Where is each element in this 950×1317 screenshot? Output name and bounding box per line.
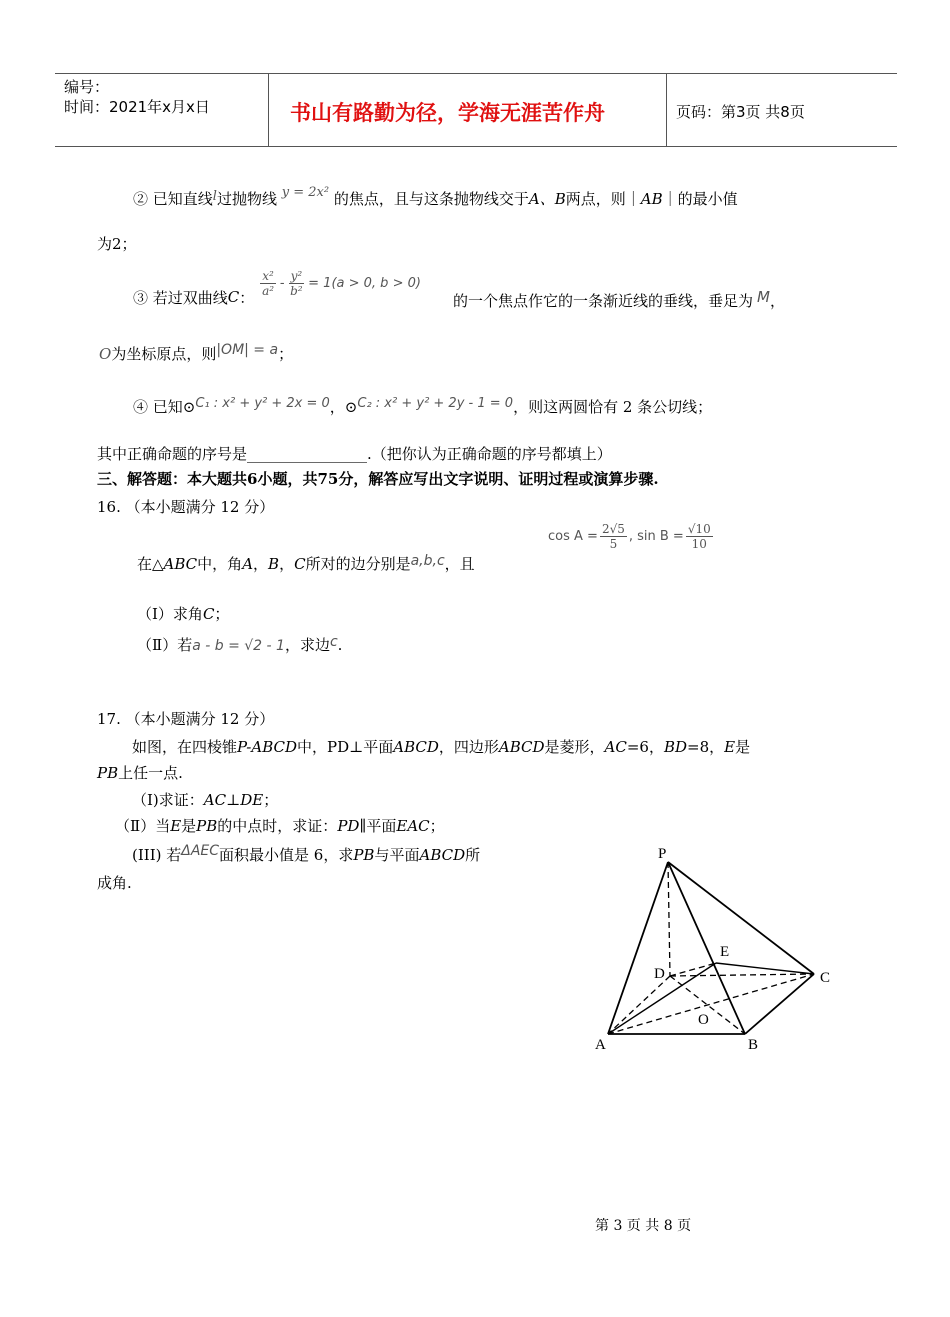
q16-part-2: [137, 634, 342, 655]
item-4-line: [133, 396, 712, 417]
q16-stem-A: A: [242, 555, 254, 573]
item-3-O: O: [99, 345, 112, 363]
q16-stem-C: C: [294, 555, 306, 573]
q17-head: 17. （本小题满分 12 分）: [97, 710, 275, 728]
hyperbola-frac-1: [260, 269, 276, 298]
item-3-text-b: C: [227, 288, 240, 306]
q16-part2-formula: a - b = √2 - 1: [192, 638, 285, 654]
q17-stem-c: ，四边形: [438, 738, 499, 756]
q16-given-formula: [548, 522, 713, 551]
q16-cos-label: cos A =: [548, 529, 598, 544]
q16-cos-frac: [600, 522, 627, 551]
q17-stem-f: =8，: [687, 738, 725, 756]
q17-stem-pabcd: P-ABCD: [237, 738, 297, 756]
frac1-num: x²: [262, 268, 274, 283]
item-2-l: l: [212, 189, 217, 204]
section-3-title: 三、解答题：本大题共6小题，共75分，解答应写出文字说明、证明过程或演算步骤.: [97, 470, 659, 488]
q16-part1-a: （Ⅰ）求角: [137, 605, 203, 623]
item-4-text-a: ④ 已知⊙: [133, 398, 196, 416]
q17-part1-a: （Ⅰ)求证：: [132, 791, 204, 809]
item-2-text-b: 过抛物线: [216, 190, 277, 208]
item-2-text-f: AB: [640, 190, 663, 208]
item-4-circle-1: C₁ : x² + y² + 2x = 0: [195, 396, 330, 411]
q16-cos-num: 2√5: [601, 522, 625, 536]
q16-part1-c: ；: [214, 605, 230, 623]
q16-sin-frac: [686, 522, 713, 551]
q17-part2-e: ；: [429, 817, 445, 835]
header-page-code: 页码：第3页 共8页: [676, 103, 805, 121]
q17-stem-g: 是: [735, 738, 751, 756]
q17-stem-a: 如图，在四棱锥: [132, 738, 238, 756]
q17-part3-tri: ΔAEC: [181, 843, 220, 859]
q17-part3-d: 所: [465, 846, 481, 864]
item-4-circle-2: C₂ : x² + y² + 2y - 1 = 0: [357, 396, 514, 411]
q16-part2-a: （Ⅱ）若: [137, 636, 193, 654]
frac1-den: a²: [262, 283, 275, 298]
item-4-text-b: ，⊙: [329, 398, 358, 416]
q16-head: 16. （本小题满分 12 分）: [97, 498, 275, 516]
edge-PB: [668, 862, 745, 1034]
item-2-line2: 为2；: [97, 235, 137, 253]
q17-stem-bd: BD: [663, 738, 688, 756]
edge-DC: [670, 974, 814, 976]
q16-stem-b: 中，角: [197, 555, 243, 573]
label-C: C: [820, 970, 831, 986]
footer-page-number: 第 3 页 共 8 页: [595, 1218, 692, 1234]
label-D: D: [654, 966, 665, 982]
edge-AC: [608, 974, 814, 1034]
q17-part1-e: ；: [263, 791, 279, 809]
q17-stem-pb: PB: [97, 764, 119, 782]
header-top-rule: [55, 73, 897, 74]
q16-stem-e: ，且: [444, 555, 475, 573]
hyperbola-eq: = 1(a > 0, b > 0): [308, 275, 421, 291]
header-number-label: 编号：: [64, 78, 110, 96]
q17-part2-eac: EAC: [396, 817, 430, 835]
q17-part3-a: (III) 若: [132, 846, 182, 864]
edge-BC: [745, 974, 814, 1034]
edge-EC: [716, 963, 814, 974]
q16-stem-B: B: [268, 555, 280, 573]
q17-stem-E: E: [724, 738, 736, 756]
header-motto: 书山有路勤为径，学海无涯苦作舟: [290, 101, 605, 125]
hyperbola-formula: [260, 269, 421, 298]
item-3-text-f: 为坐标原点，则: [111, 345, 217, 363]
edge-PC: [668, 862, 814, 974]
hyperbola-minus: -: [279, 275, 285, 291]
item-3-text-e: ，: [769, 292, 785, 310]
item-2-text-c: 的焦点，且与这条抛物线交于: [333, 190, 529, 208]
q17-stem-abcd1: ABCD: [393, 738, 439, 756]
q17-stem-d: 是菱形，: [544, 738, 605, 756]
frac2-den: b²: [290, 283, 303, 298]
q16-part1-b: C: [202, 605, 215, 623]
q17-part2-pd: PD: [337, 817, 360, 835]
q17-part2-pb: PB: [196, 817, 218, 835]
q17-stem-line1: [132, 736, 750, 757]
q16-part2-d: .: [337, 636, 343, 654]
q17-part-2: [115, 815, 445, 836]
answer-prompt: 其中正确命题的序号是________________.（把你认为正确命题的序号都填上）: [97, 445, 612, 463]
edge-DE: [670, 963, 716, 976]
q16-sin-num: √10: [687, 522, 711, 536]
q16-stem-c2: ，: [279, 555, 295, 573]
label-A: A: [595, 1037, 606, 1053]
pyramid-figure: [590, 842, 840, 1057]
q17-stem-h: 上任一点.: [118, 764, 183, 782]
q17-stem-e: =6，: [626, 738, 664, 756]
q16-stem: [137, 553, 475, 574]
item-3-text-a: ③ 若过双曲线: [133, 288, 228, 307]
q17-stem-b: 中，PD⊥平面: [297, 738, 394, 756]
q17-part3-c: 与平面: [374, 846, 420, 864]
q16-part-1: [137, 603, 229, 624]
edge-PA: [608, 862, 668, 1034]
q16-stem-abc-lower: a,b,c: [410, 553, 445, 569]
q17-part1-c: ⊥: [226, 791, 241, 809]
q17-part-1: [132, 789, 278, 810]
q17-part3-pb: PB: [353, 846, 375, 864]
header-time-label: 时间：2021年x月x日: [64, 98, 210, 116]
label-B: B: [748, 1037, 759, 1053]
q17-part2-d: ∥平面: [359, 817, 397, 835]
q16-cos-den: 5: [609, 537, 618, 551]
label-O: O: [698, 1012, 709, 1028]
q16-part2-c: c: [329, 634, 338, 650]
item-2-text-e: 两点，则｜: [565, 190, 641, 208]
q17-stem-line2: [97, 762, 183, 783]
item-3-text-d: 的一个焦点作它的一条渐近线的垂线，垂足为: [453, 292, 754, 310]
q17-part3-b: 面积最小值是 6，求: [219, 846, 354, 864]
q17-part1-d: DE: [240, 791, 264, 809]
q17-stem-ac: AC: [604, 738, 627, 756]
q17-part3-abcd: ABCD: [419, 846, 466, 864]
header-bottom-rule: [55, 146, 897, 147]
q17-part-3: [132, 843, 480, 865]
q16-stem-a: 在△: [137, 555, 164, 573]
q17-part2-c: 的中点时，求证：: [217, 817, 338, 835]
item-3-text-c: ：: [239, 288, 255, 307]
item-2-text-g: ｜的最小值: [662, 190, 738, 208]
q17-part1-b: AC: [203, 791, 227, 809]
q16-part2-b: ，求边: [284, 636, 330, 654]
item-3-line-cont: [453, 288, 785, 311]
q16-sin-label: , sin B =: [628, 529, 684, 544]
q17-part2-b: 是: [181, 817, 197, 835]
item-3-line2: [99, 342, 293, 364]
q17-part2-a: （Ⅱ）当: [115, 817, 171, 835]
item-4-text-c: ，则这两圆恰有 2 条公切线；: [513, 398, 713, 416]
edge-PD: [668, 862, 670, 976]
q16-stem-c1: ，: [253, 555, 269, 573]
label-E: E: [720, 944, 730, 960]
item-2-formula: y = 2x²: [281, 185, 330, 200]
q16-stem-d: 所对的边分别是: [305, 555, 411, 573]
frac2-num: y²: [290, 268, 303, 283]
item-2-text-a: ② 已知直线: [133, 190, 213, 208]
q17-part-3-line2: 成角.: [97, 874, 132, 892]
header-divider-left: [268, 73, 269, 146]
header-divider-right: [666, 73, 667, 146]
label-P: P: [658, 846, 667, 862]
item-3-line: [133, 258, 421, 318]
item-3-M: M: [757, 288, 770, 306]
item-2-line: [133, 185, 738, 209]
q17-part2-E: E: [170, 817, 182, 835]
q16-sin-den: 10: [691, 537, 707, 551]
item-2-text-d: A、B: [528, 190, 566, 208]
item-3-OM: |OM| = a: [216, 342, 279, 358]
item-3-text-g: ；: [278, 345, 294, 363]
q17-stem-abcd2: ABCD: [498, 738, 545, 756]
q16-stem-abc: ABC: [163, 555, 198, 573]
hyperbola-frac-2: [289, 269, 305, 298]
